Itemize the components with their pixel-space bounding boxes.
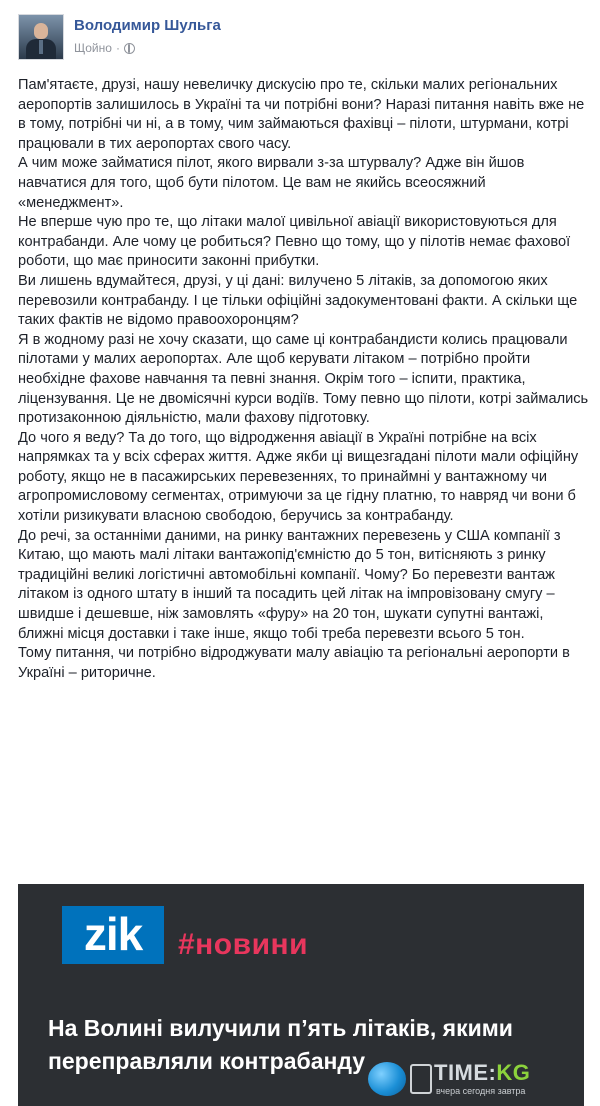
post-text: [18, 76, 590, 683]
globe-icon[interactable]: [124, 43, 135, 54]
post-paragraph: Я в жодному разі не хочу сказати, що саме ці контрабандисти колись працювали пілотами у малих аеропортах. Але щоб керувати літаком – потрібно пройти необхідне фахове навчання та певні знання. Окрім того – іспити, практика, ліцензування. Це не двомісячні курси водіїв. Тому певно що пілоти, котрі займались протизаконною діяльністю, мали фахову підготовку.: [18, 331, 589, 427]
watermark-tagline: вчера сегодня завтра: [436, 1086, 526, 1096]
post-paragraph: Ви лишень вдумайтеся, друзі, у ці дані: вилучено 5 літаків, за допомогою яких перевозили контрабанду. І це тільки офіційні задокументовані факти. А скільки ще таких фактів не відомо правоохоронцям?: [18, 272, 578, 329]
news-hashtag: #новини: [178, 928, 309, 961]
globe-logo-icon: [368, 1062, 406, 1096]
shared-news-card[interactable]: [18, 884, 584, 1106]
post-paragraph: Пам'ятаєте, друзі, нашу невеличку дискусію про те, скільки малих регіональних аеропортів залишилось в Україні та чи потрібні вони? Наразі питання навіть вже не в тому, потрібні чи ні, а в тому, чим займаються фахівці – пілоти, штурмани, котрі працювали в тих аеропортах свого часу.: [18, 77, 585, 152]
post-header: [18, 14, 578, 66]
news-headline: На Волині вилучили п’ять літаків, якими переправляли контрабанду: [48, 1015, 513, 1074]
zik-logo: zik: [62, 906, 164, 964]
post-paragraph: До чого я веду? Та до того, що відродження авіації в Україні потрібне на всіх напрямках та у всіх сферах життя. Адже якби ці вищезгадані пілоти мали офіційну роботу, якщо не в пасажирських перевезеннях, то принаймні у вантажному чи агропромисловому сегментах, отримуючи за це гідну платню, то навряд чи вони б хотіли ризикувати власною свободою, беручись за контрабанду.: [18, 429, 579, 525]
avatar[interactable]: [18, 14, 64, 60]
meta-separator: ·: [115, 41, 120, 55]
timestamp[interactable]: Щойно: [74, 41, 112, 55]
author-name[interactable]: Володимир Шульга: [74, 17, 221, 34]
watermark-title-accent: KG: [496, 1060, 531, 1085]
post-paragraph: Не вперше чую про те, що літаки малої цивільної авіації використовуються для контрабанди. Але чому це робиться? Певно що тому, що у пілотів немає фахової роботи, що має приносити законні прибутки.: [18, 214, 571, 270]
post-paragraph: До речі, за останніми даними, на ринку вантажних перевезень у США компанії з Китаю, що мають малі літаки вантажопід'ємністю до 5 тон, витісняють з ринку традиційні великі логістичні автомобільні компанії. Чому? Бо перевезти вантаж літаком із одного штату в інший та посадить цей літак на імпровізовану смугу – швидше і дешевше, ніж замовлять «фуру» на 20 тон, шукати супутні вантажі, ближні місця доставки і таке інше, якщо тобі треба перевезти всього 5 тон.: [18, 527, 561, 642]
hourglass-icon: [410, 1064, 432, 1094]
post-paragraph: А чим може займатися пілот, якого вирвали з-за штурвалу? Адже він йшов навчатися для того, щоб бути пілотом. Це вам не якийсь всеосяжний «менеджмент».: [18, 155, 525, 211]
watermark-title: [434, 1060, 530, 1086]
site-watermark: [366, 1056, 576, 1100]
watermark-title-main: TIME:: [434, 1060, 497, 1085]
post-paragraph: Тому питання, чи потрібно відроджувати малу авіацію та регіональні аеропорти в Україні – риторичне.: [18, 645, 570, 681]
post-meta: [74, 41, 135, 55]
